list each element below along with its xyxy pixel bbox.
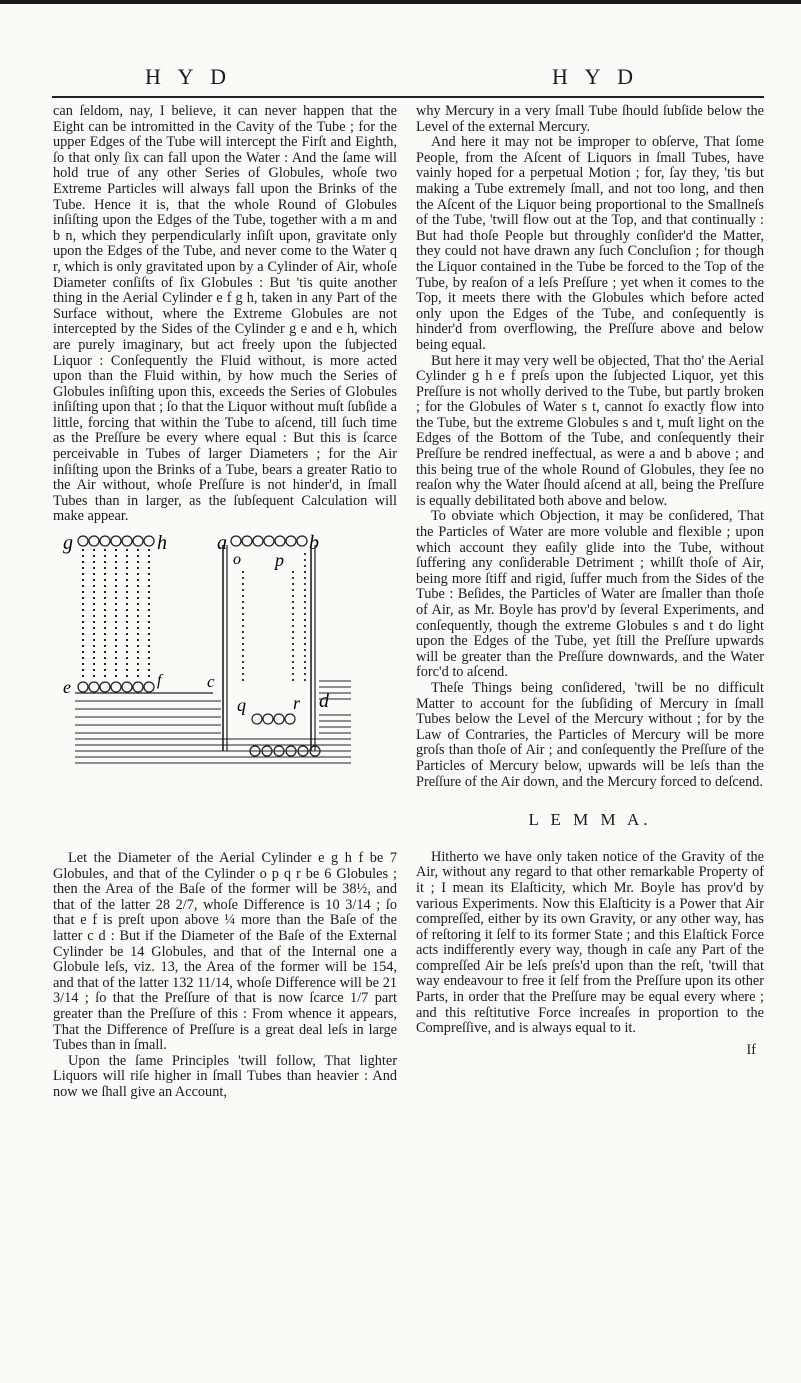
label-q: q [237,695,246,716]
label-a: a [217,532,227,555]
label-b: b [309,532,319,555]
left-column [53,104,397,1101]
left-paragraph-3: Upon the ſame Principles 'twill follow, That lighter Liquors will riſe higher in ſmall Tubes than heavier : And now we ſhall give an Account, [53,1052,397,1100]
tube-water-globules [252,714,295,724]
label-r: r [293,693,301,714]
label-p: p [275,550,284,571]
label-d: d [319,690,329,713]
left-paragraph-2: Let the Diameter of the Aerial Cylinder e g h f be 7 Globules, and that of the Cylinder o p q r be 6 Globules ; then the Area of the Baſe of the former will be 38½, and that of the latter 28 2/7, whoſe Difference is 10 3/14 ; ſo that e f is preſt upon above ¼ more than the Baſe of the latter c d : But if the Diameter of the Baſe of the External Cylinder be 14 Globules, and that of the Internal one a Globule leſs, viz. 13, the Area of the former will be 154, and that of the latter 132 11/14, whoſe Difference will be 21 3/14 ; ſo that the Preſſure of that is now ſcarce 1/7 part greater than the Preſſure of this : From whence it appears, That the Difference of Preſſure is a great deal leſs in large Tubes than in ſmall. [53,850,397,1054]
globule-row-top-right [231,536,307,546]
right-paragraph-5: Theſe Things being conſidered, 'twill be no difficult Matter to account for the ſubſiding of Mercury in ſmall Tubes below the Level of the Mercury without ; for by the Law of Contraries, the Particles of Mercury will be more groſs than thoſe of Air ; and conſequently the Preſſure of the Particles of Mercury below, upwards will be leſs than the Preſſure of the Air down, and the Mercury forced to deſcend. [416,679,764,790]
right-paragraph-1: why Mercury in a very ſmall Tube ſhould ſubſide below the Level of the external Mercury. [416,103,764,135]
right-paragraph-6: Hitherto we have only taken notice of the Gravity of the Air, without any regard to that other remarkable Property of it ; I mean its Elaſticity, which Mr. Boyle has prov'd by various Experiments. Now this Elaſticity is a Power that Air compreſſed, either by its own Gravity, or any other way, has of reſtoring it ſelf to its former State ; and this Elaſtick Force acts indifferently every way, though in caſe any Part of the compreſſed Air be leſs preſs'd upon than the reſt, 'twill that way endeavour to free it ſelf from the Preſſure upon its other Parts, in order that the Preſſure may be equal every where ; and this reſtitutive Force increaſes in proportion to the Compreſſive, and is always equal to it. [416,848,764,1037]
label-f: f [157,672,162,690]
label-e: e [63,677,71,698]
header-rule [52,96,764,98]
capillary-tube [223,545,315,751]
catchword: If [746,1041,756,1058]
right-paragraph-2: And here it may not be improper to obſerve, That ſome People, from the Aſcent of Liquors in ſmall Tubes, have vainly hoped for a perpetual Motion ; for, ſay they, 'tis but making a Tube extremely ſmall, and not too long, and then the Aſcent of the Liquor being proportional to the Smallneſs of the Tube, 'twill flow out at the Top, and that continually : But had thoſe People but throughly conſider'd the Matter, they could not have drawn any ſuch Concluſion ; for though the Liquor contained in the Tube be forced to the Top of the Tube, by reaſon of a leſs Preſſure ; yet when it comes to the Top, it meets there with the Globules which before acted only upon the Edges of the Tube, and conſequently is hinder'd from overflowing, the Preſſure above and below being equal. [416,134,764,353]
label-h: h [157,532,167,555]
label-o: o [233,551,241,569]
label-g: g [63,532,73,555]
left-paragraph-1: can ſeldom, nay, I believe, it can never happen that the Eight can be intromitted in the Cavity of the Tube ; for the upper Edges of the Tube will intercept the Firſt and Eighth, ſo that only ſix can fall upon the Water : And the ſame will hold true of any other Series of Globules, whoſe two Extreme Particles will always fall upon the Brinks of the Tube. Hence it is, that the whole Round of Globules inſiſting upon the Edges of the Tube, together with a m and b n, which they perpendicularly inſiſt upon, gravitate only upon the Edges of the Tube, and never come to the Water q r, which is only gravitated upon by a Cylinder of Air, whoſe Diameter conſiſts of ſix Globules : But 'tis quite another thing in the Aerial Cylinder e f g h, taken in any Part of the Surface without, where the Extreme Globules are not intercepted by the Sides of the Cylinder g e and e h, which are purely imaginary, but act freely upon the ſubjected Liquor : Conſequently the Fluid without, is more acted upon than the Fluid within, by how much the Series of Globules inſiſting upon this, exceeds the Series of Globules inſiſting upon that ; ſo that the Liquor without muſt ſubſide a little, forcing that within the Tube to aſcend, till ſuch time as the Preſſure be every where equal : But this is ſcarce perceivable in Tubes of larger Diameters ; for the Air inſiſting upon the Brinks of a Tube, bears a greater Ratio to the Air without, whoſe Preſſure is not hinder'd, in ſmall Tubes than in larger, as the ſubſequent Calculation will make appear. [53,103,397,525]
right-column [416,104,764,1058]
water-body-lines [75,701,351,763]
globule-row-top-left [78,536,154,546]
running-head-left: H Y D [145,64,233,89]
label-c: c [207,672,215,692]
left-cylinder-base-globules [78,682,154,692]
tube-cylinder-columns [243,553,305,681]
running-head-right: H Y D [552,64,640,89]
lemma-heading: L E M M A. [528,810,652,830]
left-cylinder-columns [83,549,149,681]
right-paragraph-4: To obviate which Objection, it may be conſidered, That the Particles of Water are more voluble and flexible ; upon which account they eaſily glide into the Tube, without ſuffering any conſiderable Detriment ; whilſt thoſe of Air, being more ſtiff and rigid, ſuffer much from the Sides of the Tube : Beſides, the Particles of Water are ſmaller than thoſe of Air, as Mr. Boyle has prov'd by ſeveral Experiments, and conſequently, though the extreme Globules s and t do light upon the Edges of the Tube, yet ſtill the Preſſure upwards will be greater than the Preſſure downwards, and the Water forc'd to aſcend. [416,508,764,681]
top-border [0,0,801,4]
tube-figure [61,531,391,831]
right-paragraph-3: But here it may very well be objected, That tho' the Aerial Cylinder g h e f preſs upon the ſubjected Liquor, yet this Preſſure is not wholly derived to the Tube, but partly broken ; for the Globules of Water s t, cannot ſo exactly flow into the Tube, but the extreme Globules s and t, muſt light on the Edges of the Bottom of the Tube, and conſequently their Preſſure be rendred ineffectual, as were a and b above ; and this being true of the whole Round of Globules, they ſee no reaſon why the Water ſhould aſcend at all, being the Preſſure is equally debilitated both above and below. [416,352,764,509]
